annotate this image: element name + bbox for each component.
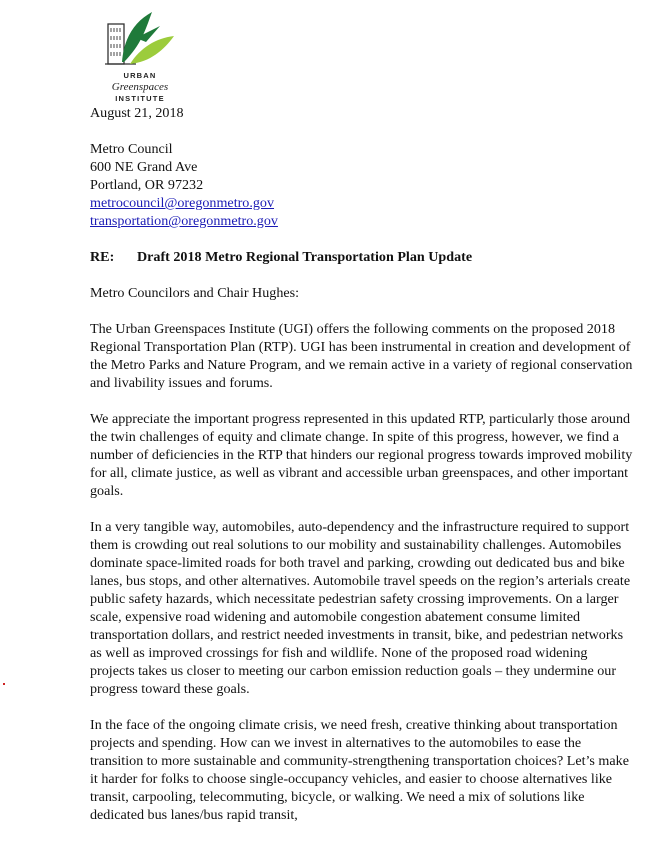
logo-line-institute: INSTITUTE xyxy=(115,94,165,103)
re-label: RE: xyxy=(90,249,115,265)
recipient-name: Metro Council xyxy=(90,141,173,157)
building-leaf-icon xyxy=(102,8,178,70)
paragraph: In the face of the ongoing climate crisis, we need fresh, creative thinking about transportation projects and spending. How can we invest in alternatives to the automobiles to ease the transition to more sustainable and community-strengthening transportation choices? Let’s make it harder for folks to choose single-occupancy vehicles, and easier to choose alternatives like transit, carpooling, telecommuting, bicycle, or walking. We need a mix of solutions like dedicated bus lanes/bus rapid transit, xyxy=(90,717,629,823)
letter-body xyxy=(90,104,635,842)
salutation: Metro Councilors and Chair Hughes: xyxy=(90,285,300,301)
recipient-street: 600 NE Grand Ave xyxy=(90,159,198,175)
recipient-city: Portland, OR 97232 xyxy=(90,177,204,193)
letter-date: August 21, 2018 xyxy=(90,105,184,121)
logo-line-urban: URBAN xyxy=(123,71,157,80)
paragraph: In a very tangible way, automobiles, auto-dependency and the infrastructure required to support them is crowding out real solutions to our mobility and sustainability challenges. Automobiles dominate space-limited roads for both travel and parking, crowding out dedicated bus and bike lanes, bus stops, and other alternatives. Automobile travel speeds on the region’s arterials create public safety hazards, which necessitate pedestrian safety crossing improvements. On a larger scale, expensive road widening and automobile congestion abatement consume limited transportation dollars, and restrict needed investments in transit, bike, and pedestrian networks as well as improved crossings for fish and wildlife. None of the proposed road widening projects takes us closer to meeting our carbon emission reduction goals – they undermine our progress toward these goals. xyxy=(90,519,631,697)
subject-line xyxy=(90,248,635,266)
email-link-transportation[interactable]: transportation@oregonmetro.gov xyxy=(90,213,278,229)
recipient-address xyxy=(90,140,635,230)
re-subject: Draft 2018 Metro Regional Transportation Plan Update xyxy=(137,249,473,265)
email-link-metrocouncil[interactable]: metrocouncil@oregonmetro.gov xyxy=(90,195,275,211)
ugi-logo xyxy=(100,8,180,104)
logo-line-greenspaces: Greenspaces xyxy=(111,81,169,93)
margin-dot xyxy=(3,683,5,685)
paragraph: The Urban Greenspaces Institute (UGI) offers the following comments on the proposed 2018 Regional Transportation Plan (RTP). UGI has been instrumental in creation and development of the Metro Parks and Nature Program, and we remain active in a variety of regional conservation and livability issues and forums. xyxy=(90,321,633,391)
paragraph: We appreciate the important progress represented in this updated RTP, particularly those around the twin challenges of equity and climate change. In spite of this progress, however, we find a number of deficiencies in the RTP that hinders our regional progress towards improved mobility for all, climate justice, as well as vibrant and accessible urban greenspaces, and other important goals. xyxy=(90,411,633,499)
